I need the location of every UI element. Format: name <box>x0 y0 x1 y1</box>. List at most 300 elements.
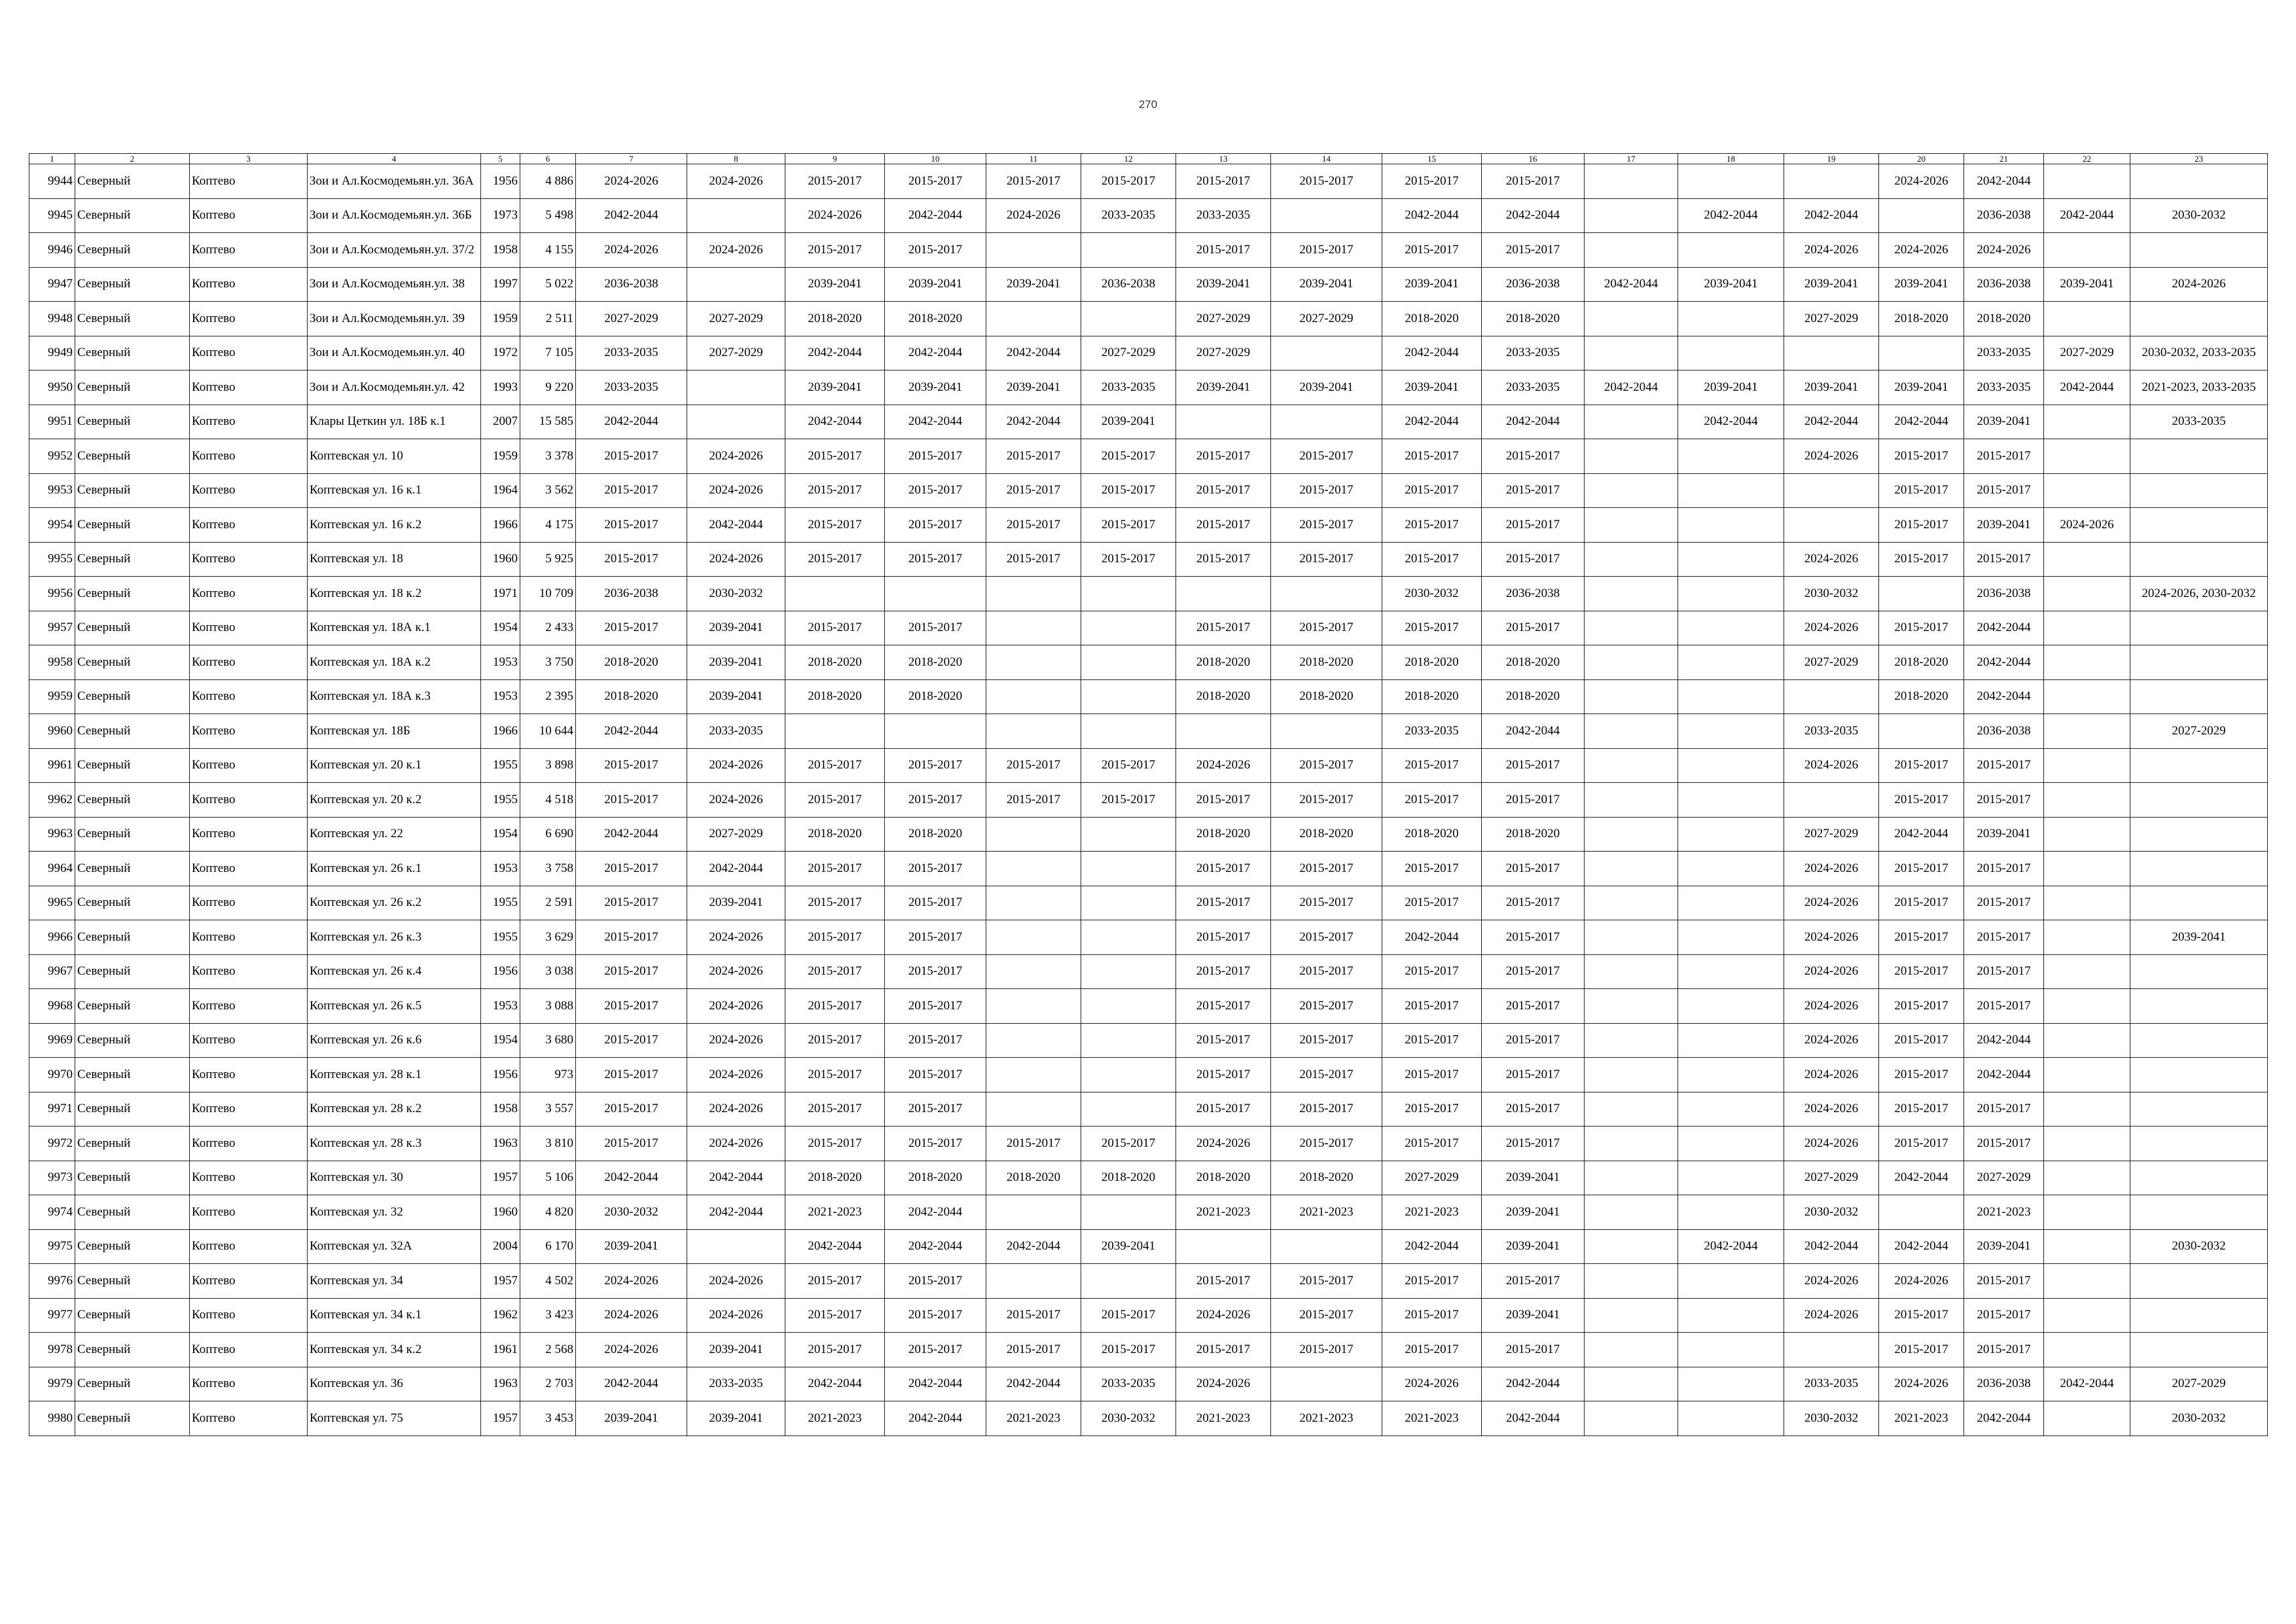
floor-area-cell: 5 022 <box>520 267 576 302</box>
repair-period-cell <box>986 1058 1081 1092</box>
repair-period-cell <box>2044 164 2130 199</box>
area-cell: Коптево <box>190 473 308 508</box>
repair-period-cell: 2015-2017 <box>1482 508 1585 543</box>
repair-period-cell <box>2130 748 2268 783</box>
repair-period-cell: 2015-2017 <box>1382 1298 1482 1333</box>
repair-period-cell: 2015-2017 <box>1482 164 1585 199</box>
repair-period-cell: 2015-2017 <box>1081 473 1176 508</box>
repair-period-cell: 2027-2029 <box>1784 817 1879 852</box>
area-cell: Коптево <box>190 1161 308 1195</box>
repair-period-cell <box>1678 1058 1784 1092</box>
repair-period-cell: 2015-2017 <box>1964 852 2044 886</box>
row-number: 9966 <box>29 920 75 955</box>
repair-period-cell <box>1585 783 1678 818</box>
address-cell: Коптевская ул. 28 к.3 <box>308 1127 481 1161</box>
repair-period-cell: 2024-2026 <box>1879 233 1964 268</box>
floor-area-cell: 3 629 <box>520 920 576 955</box>
floor-area-cell: 4 175 <box>520 508 576 543</box>
area-cell: Коптево <box>190 783 308 818</box>
table-row <box>29 405 2268 439</box>
repair-period-cell: 2018-2020 <box>1482 645 1585 680</box>
repair-period-cell: 2015-2017 <box>1482 1023 1585 1058</box>
repair-period-cell <box>2044 886 2130 920</box>
repair-period-cell: 2018-2020 <box>1382 302 1482 336</box>
repair-period-cell: 2015-2017 <box>986 1298 1081 1333</box>
row-number: 9961 <box>29 748 75 783</box>
repair-period-cell <box>1585 439 1678 474</box>
repair-period-cell: 2015-2017 <box>1964 748 2044 783</box>
repair-period-cell: 2042-2044 <box>687 508 785 543</box>
repair-period-cell: 2039-2041 <box>885 370 986 405</box>
repair-period-cell <box>2044 679 2130 714</box>
repair-period-cell: 2033-2035 <box>576 336 687 370</box>
build-year-cell: 1959 <box>481 302 520 336</box>
repair-period-cell <box>1678 1367 1784 1401</box>
address-cell: Коптевская ул. 18Б <box>308 714 481 749</box>
repair-period-cell: 2015-2017 <box>1271 508 1382 543</box>
repair-period-cell: 2015-2017 <box>1081 508 1176 543</box>
repair-period-cell: 2027-2029 <box>1784 1161 1879 1195</box>
repair-period-cell: 2015-2017 <box>1482 954 1585 989</box>
repair-period-cell <box>1585 817 1678 852</box>
repair-period-cell: 2015-2017 <box>1879 954 1964 989</box>
repair-period-cell <box>1678 1264 1784 1299</box>
area-cell: Коптево <box>190 439 308 474</box>
page-number: 270 <box>1138 98 1158 111</box>
repair-period-cell <box>1784 473 1879 508</box>
repair-period-cell: 2018-2020 <box>1879 679 1964 714</box>
repair-period-cell: 2015-2017 <box>1382 164 1482 199</box>
district-cell: Северный <box>75 783 190 818</box>
area-cell: Коптево <box>190 954 308 989</box>
row-number: 9972 <box>29 1127 75 1161</box>
repair-period-cell: 2024-2026 <box>687 233 785 268</box>
table-row <box>29 852 2268 886</box>
repair-period-cell: 2036-2038 <box>1964 577 2044 611</box>
row-number: 9952 <box>29 439 75 474</box>
repair-period-cell: 2021-2023 <box>1176 1195 1271 1230</box>
repair-period-cell: 2024-2026 <box>576 233 687 268</box>
repair-period-cell: 2024-2026 <box>1784 1092 1879 1127</box>
repair-period-cell: 2015-2017 <box>1964 783 2044 818</box>
column-number-14: 14 <box>1271 154 1382 164</box>
repair-period-cell <box>1678 1127 1784 1161</box>
table-row <box>29 817 2268 852</box>
repair-period-cell <box>1784 1333 1879 1367</box>
repair-period-cell: 2042-2044 <box>1482 1401 1585 1436</box>
repair-period-cell: 2042-2044 <box>885 1367 986 1401</box>
repair-period-cell: 2039-2041 <box>1784 370 1879 405</box>
area-cell: Коптево <box>190 1127 308 1161</box>
repair-period-cell: 2033-2035 <box>1482 336 1585 370</box>
table-row <box>29 1229 2268 1264</box>
repair-period-cell <box>1271 198 1382 233</box>
area-cell: Коптево <box>190 645 308 680</box>
repair-period-cell: 2024-2026 <box>687 164 785 199</box>
repair-period-cell: 2039-2041 <box>576 1401 687 1436</box>
repair-period-cell <box>1176 1229 1271 1264</box>
repair-period-cell: 2015-2017 <box>1271 1264 1382 1299</box>
table-row <box>29 1092 2268 1127</box>
repair-period-cell: 2015-2017 <box>576 748 687 783</box>
repair-period-cell <box>1678 164 1784 199</box>
table-row <box>29 577 2268 611</box>
build-year-cell: 1966 <box>481 714 520 749</box>
repair-period-cell <box>2044 714 2130 749</box>
repair-period-cell: 2039-2041 <box>687 1401 785 1436</box>
repair-period-cell: 2042-2044 <box>885 336 986 370</box>
repair-period-cell: 2015-2017 <box>1271 1023 1382 1058</box>
repair-period-cell <box>986 852 1081 886</box>
repair-period-cell: 2015-2017 <box>1879 1127 1964 1161</box>
repair-period-cell: 2015-2017 <box>1879 1298 1964 1333</box>
repair-period-cell <box>2044 1401 2130 1436</box>
repair-period-cell: 2015-2017 <box>1382 886 1482 920</box>
repair-period-cell: 2015-2017 <box>986 1127 1081 1161</box>
repair-period-cell: 2015-2017 <box>1271 233 1382 268</box>
repair-period-cell: 2042-2044 <box>885 1195 986 1230</box>
repair-period-cell <box>1585 542 1678 577</box>
repair-period-cell: 2015-2017 <box>1382 1023 1482 1058</box>
table-row <box>29 370 2268 405</box>
build-year-cell: 1962 <box>481 1298 520 1333</box>
table-row <box>29 302 2268 336</box>
repair-period-cell <box>1081 233 1176 268</box>
build-year-cell: 1957 <box>481 1264 520 1299</box>
repair-period-cell <box>1585 1058 1678 1092</box>
repair-period-cell <box>1271 577 1382 611</box>
column-number-17: 17 <box>1585 154 1678 164</box>
repair-period-cell: 2042-2044 <box>687 1195 785 1230</box>
repair-period-cell: 2042-2044 <box>986 336 1081 370</box>
repair-period-cell <box>2130 954 2268 989</box>
floor-area-cell: 2 591 <box>520 886 576 920</box>
repair-period-cell: 2024-2026 <box>1784 954 1879 989</box>
repair-period-cell: 2015-2017 <box>1964 920 2044 955</box>
repair-period-cell: 2018-2020 <box>885 817 986 852</box>
floor-area-cell: 4 155 <box>520 233 576 268</box>
repair-period-cell <box>2044 1127 2130 1161</box>
repair-period-cell <box>2044 1333 2130 1367</box>
repair-period-cell: 2015-2017 <box>885 164 986 199</box>
repair-period-cell: 2024-2026 <box>687 748 785 783</box>
repair-period-cell: 2024-2026 <box>687 1298 785 1333</box>
floor-area-cell: 7 105 <box>520 336 576 370</box>
address-cell: Коптевская ул. 16 к.2 <box>308 508 481 543</box>
repair-period-cell: 2015-2017 <box>1176 852 1271 886</box>
repair-period-cell: 2030-2032 <box>2130 1229 2268 1264</box>
repair-period-cell: 2024-2026 <box>986 198 1081 233</box>
repair-period-cell: 2042-2044 <box>986 1229 1081 1264</box>
repair-period-cell <box>1081 302 1176 336</box>
build-year-cell: 1960 <box>481 1195 520 1230</box>
row-number: 9944 <box>29 164 75 199</box>
repair-period-cell: 2018-2020 <box>785 817 885 852</box>
row-number: 9967 <box>29 954 75 989</box>
repair-period-cell <box>1678 954 1784 989</box>
repair-period-cell <box>1271 336 1382 370</box>
repair-period-cell: 2039-2041 <box>687 679 785 714</box>
district-cell: Северный <box>75 1161 190 1195</box>
district-cell: Северный <box>75 679 190 714</box>
repair-period-cell: 2015-2017 <box>576 611 687 645</box>
repair-period-cell: 2018-2020 <box>1382 679 1482 714</box>
repair-period-cell: 2030-2032 <box>2130 1401 2268 1436</box>
repair-period-cell <box>1585 198 1678 233</box>
repair-period-cell: 2018-2020 <box>885 679 986 714</box>
repair-period-cell <box>1678 577 1784 611</box>
repair-period-cell: 2015-2017 <box>885 1264 986 1299</box>
repair-period-cell: 2018-2020 <box>1879 302 1964 336</box>
repair-period-cell <box>1678 1333 1784 1367</box>
repair-period-cell <box>2044 611 2130 645</box>
district-cell: Северный <box>75 1229 190 1264</box>
repair-period-cell <box>1081 817 1176 852</box>
repair-period-cell <box>2044 473 2130 508</box>
row-number: 9968 <box>29 989 75 1024</box>
repair-period-cell: 2018-2020 <box>576 679 687 714</box>
row-number: 9950 <box>29 370 75 405</box>
repair-period-cell: 2015-2017 <box>1271 1092 1382 1127</box>
repair-period-cell <box>1585 1298 1678 1333</box>
repair-period-cell: 2015-2017 <box>986 473 1081 508</box>
repair-period-cell: 2030-2032 <box>1784 1401 1879 1436</box>
repair-period-cell <box>1585 645 1678 680</box>
repair-period-cell <box>1678 679 1784 714</box>
floor-area-cell: 2 433 <box>520 611 576 645</box>
repair-period-cell <box>2044 1195 2130 1230</box>
repair-period-cell: 2042-2044 <box>1382 920 1482 955</box>
repair-period-cell: 2018-2020 <box>1176 679 1271 714</box>
repair-period-cell: 2018-2020 <box>785 302 885 336</box>
repair-period-cell <box>2130 1161 2268 1195</box>
repair-period-cell: 2024-2026 <box>687 542 785 577</box>
address-cell: Коптевская ул. 18А к.1 <box>308 611 481 645</box>
repair-period-cell: 2018-2020 <box>1176 817 1271 852</box>
repair-period-cell: 2015-2017 <box>885 508 986 543</box>
row-number: 9948 <box>29 302 75 336</box>
repair-period-cell: 2015-2017 <box>1271 920 1382 955</box>
address-cell: Коптевская ул. 28 к.1 <box>308 1058 481 1092</box>
repair-period-cell: 2039-2041 <box>1081 405 1176 439</box>
repair-period-cell: 2039-2041 <box>1879 370 1964 405</box>
repair-period-cell: 2015-2017 <box>1176 989 1271 1024</box>
repair-period-cell: 2030-2032 <box>2130 198 2268 233</box>
repair-period-cell: 2039-2041 <box>1678 370 1784 405</box>
repair-period-cell <box>1678 1195 1784 1230</box>
repair-period-cell: 2042-2044 <box>1482 1367 1585 1401</box>
district-cell: Северный <box>75 267 190 302</box>
repair-period-cell <box>785 577 885 611</box>
repair-period-cell: 2042-2044 <box>785 1367 885 1401</box>
repair-period-cell: 2015-2017 <box>1176 783 1271 818</box>
column-number-23: 23 <box>2130 154 2268 164</box>
repair-period-cell: 2042-2044 <box>1678 405 1784 439</box>
repair-period-cell: 2030-2032 <box>1081 1401 1176 1436</box>
build-year-cell: 1955 <box>481 920 520 955</box>
repair-period-cell: 2042-2044 <box>1482 405 1585 439</box>
column-number-13: 13 <box>1176 154 1271 164</box>
repair-period-cell <box>2044 783 2130 818</box>
column-number-22: 22 <box>2044 154 2130 164</box>
repair-period-cell: 2015-2017 <box>1176 1023 1271 1058</box>
area-cell: Коптево <box>190 1023 308 1058</box>
repair-period-cell: 2015-2017 <box>885 886 986 920</box>
column-number-1: 1 <box>29 154 75 164</box>
repair-period-cell: 2015-2017 <box>576 920 687 955</box>
repair-period-cell <box>1081 645 1176 680</box>
repair-period-cell: 2015-2017 <box>1964 439 2044 474</box>
repair-period-cell: 2018-2020 <box>1271 679 1382 714</box>
repair-period-cell: 2015-2017 <box>576 989 687 1024</box>
district-cell: Северный <box>75 1023 190 1058</box>
repair-period-cell: 2024-2026 <box>687 783 785 818</box>
repair-period-cell: 2015-2017 <box>785 1058 885 1092</box>
district-cell: Северный <box>75 1367 190 1401</box>
repair-period-cell: 2015-2017 <box>785 1092 885 1127</box>
repair-period-cell: 2018-2020 <box>1382 817 1482 852</box>
repair-period-cell <box>1081 577 1176 611</box>
repair-period-cell: 2024-2026 <box>1964 233 2044 268</box>
repair-period-cell: 2015-2017 <box>1176 886 1271 920</box>
repair-period-cell: 2024-2026 <box>687 989 785 1024</box>
repair-period-cell: 2015-2017 <box>1382 1333 1482 1367</box>
repair-period-cell: 2018-2020 <box>1879 645 1964 680</box>
build-year-cell: 1963 <box>481 1367 520 1401</box>
table-row <box>29 645 2268 680</box>
district-cell: Северный <box>75 198 190 233</box>
repair-period-cell: 2015-2017 <box>1382 1127 1482 1161</box>
repair-period-cell: 2015-2017 <box>1964 1127 2044 1161</box>
repair-period-cell: 2042-2044 <box>1964 1023 2044 1058</box>
repair-period-cell: 2039-2041 <box>687 645 785 680</box>
repair-period-cell <box>1879 577 1964 611</box>
repair-period-cell: 2015-2017 <box>885 473 986 508</box>
repair-period-cell: 2018-2020 <box>1271 1161 1382 1195</box>
repair-period-cell: 2015-2017 <box>576 1023 687 1058</box>
row-number: 9954 <box>29 508 75 543</box>
repair-period-cell: 2015-2017 <box>1964 1298 2044 1333</box>
repair-period-cell: 2015-2017 <box>576 852 687 886</box>
district-cell: Северный <box>75 1401 190 1436</box>
repair-period-cell: 2015-2017 <box>1081 542 1176 577</box>
repair-period-cell: 2024-2026 <box>1784 439 1879 474</box>
repair-period-cell <box>2130 542 2268 577</box>
table-row <box>29 1367 2268 1401</box>
repair-period-cell: 2015-2017 <box>1964 473 2044 508</box>
repair-period-cell <box>1879 336 1964 370</box>
repair-period-cell <box>1081 920 1176 955</box>
row-number: 9978 <box>29 1333 75 1367</box>
repair-period-cell: 2021-2023 <box>1271 1401 1382 1436</box>
address-cell: Коптевская ул. 18 к.2 <box>308 577 481 611</box>
repair-period-cell: 2015-2017 <box>1176 1333 1271 1367</box>
repair-period-cell: 2015-2017 <box>1382 783 1482 818</box>
repair-period-cell <box>986 954 1081 989</box>
floor-area-cell: 10 644 <box>520 714 576 749</box>
address-cell: Коптевская ул. 32А <box>308 1229 481 1264</box>
area-cell: Коптево <box>190 989 308 1024</box>
district-cell: Северный <box>75 370 190 405</box>
repair-period-cell <box>687 405 785 439</box>
district-cell: Северный <box>75 886 190 920</box>
repair-period-cell <box>2130 302 2268 336</box>
repair-period-cell: 2015-2017 <box>576 542 687 577</box>
repair-period-cell: 2042-2044 <box>1964 611 2044 645</box>
repair-period-cell: 2042-2044 <box>885 1229 986 1264</box>
repair-period-cell: 2015-2017 <box>1482 1058 1585 1092</box>
repair-period-cell: 2018-2020 <box>885 1161 986 1195</box>
repair-period-cell <box>1081 1195 1176 1230</box>
repair-period-cell: 2015-2017 <box>576 954 687 989</box>
repair-period-cell: 2015-2017 <box>1482 1092 1585 1127</box>
repair-period-cell <box>1585 1195 1678 1230</box>
repair-period-cell: 2015-2017 <box>785 852 885 886</box>
repair-period-cell: 2042-2044 <box>687 852 785 886</box>
repair-period-cell: 2027-2029 <box>687 336 785 370</box>
repair-period-cell: 2042-2044 <box>2044 1367 2130 1401</box>
repair-period-cell: 2015-2017 <box>1482 542 1585 577</box>
table-row <box>29 886 2268 920</box>
repair-period-cell: 2024-2026 <box>1784 748 1879 783</box>
repair-period-cell: 2015-2017 <box>785 508 885 543</box>
row-number: 9977 <box>29 1298 75 1333</box>
repair-period-cell: 2015-2017 <box>785 1298 885 1333</box>
repair-period-cell: 2015-2017 <box>1879 852 1964 886</box>
repair-period-cell: 2036-2038 <box>1964 714 2044 749</box>
floor-area-cell: 9 220 <box>520 370 576 405</box>
floor-area-cell: 4 886 <box>520 164 576 199</box>
area-cell: Коптево <box>190 852 308 886</box>
address-cell: Коптевская ул. 18 <box>308 542 481 577</box>
repair-period-cell: 2024-2026 <box>1784 1264 1879 1299</box>
repair-period-cell: 2015-2017 <box>1964 989 2044 1024</box>
repair-period-cell: 2033-2035 <box>1964 336 2044 370</box>
build-year-cell: 1997 <box>481 267 520 302</box>
floor-area-cell: 3 680 <box>520 1023 576 1058</box>
repair-period-cell <box>1081 1058 1176 1092</box>
repair-period-cell <box>1585 1127 1678 1161</box>
district-cell: Северный <box>75 542 190 577</box>
repair-period-cell <box>687 1229 785 1264</box>
repair-period-cell: 2039-2041 <box>1482 1229 1585 1264</box>
table-row <box>29 954 2268 989</box>
repair-period-cell: 2015-2017 <box>1482 1127 1585 1161</box>
repair-period-cell <box>1585 1229 1678 1264</box>
district-cell: Северный <box>75 439 190 474</box>
build-year-cell: 1953 <box>481 645 520 680</box>
floor-area-cell: 3 562 <box>520 473 576 508</box>
repair-period-cell <box>1678 1401 1784 1436</box>
column-number-2: 2 <box>75 154 190 164</box>
repair-period-cell <box>1081 954 1176 989</box>
repair-period-cell <box>1678 302 1784 336</box>
repair-period-cell: 2024-2026 <box>687 439 785 474</box>
district-cell: Северный <box>75 336 190 370</box>
column-number-3: 3 <box>190 154 308 164</box>
repair-period-cell: 2015-2017 <box>1271 542 1382 577</box>
repair-period-cell <box>2044 645 2130 680</box>
repair-period-cell: 2015-2017 <box>1176 1092 1271 1127</box>
repair-period-cell: 2015-2017 <box>1879 473 1964 508</box>
repair-period-cell: 2015-2017 <box>576 508 687 543</box>
repair-period-cell: 2015-2017 <box>885 1127 986 1161</box>
repair-period-cell <box>2130 989 2268 1024</box>
floor-area-cell: 15 585 <box>520 405 576 439</box>
repair-period-cell: 2024-2026 <box>1879 1367 1964 1401</box>
build-year-cell: 1954 <box>481 611 520 645</box>
district-cell: Северный <box>75 302 190 336</box>
